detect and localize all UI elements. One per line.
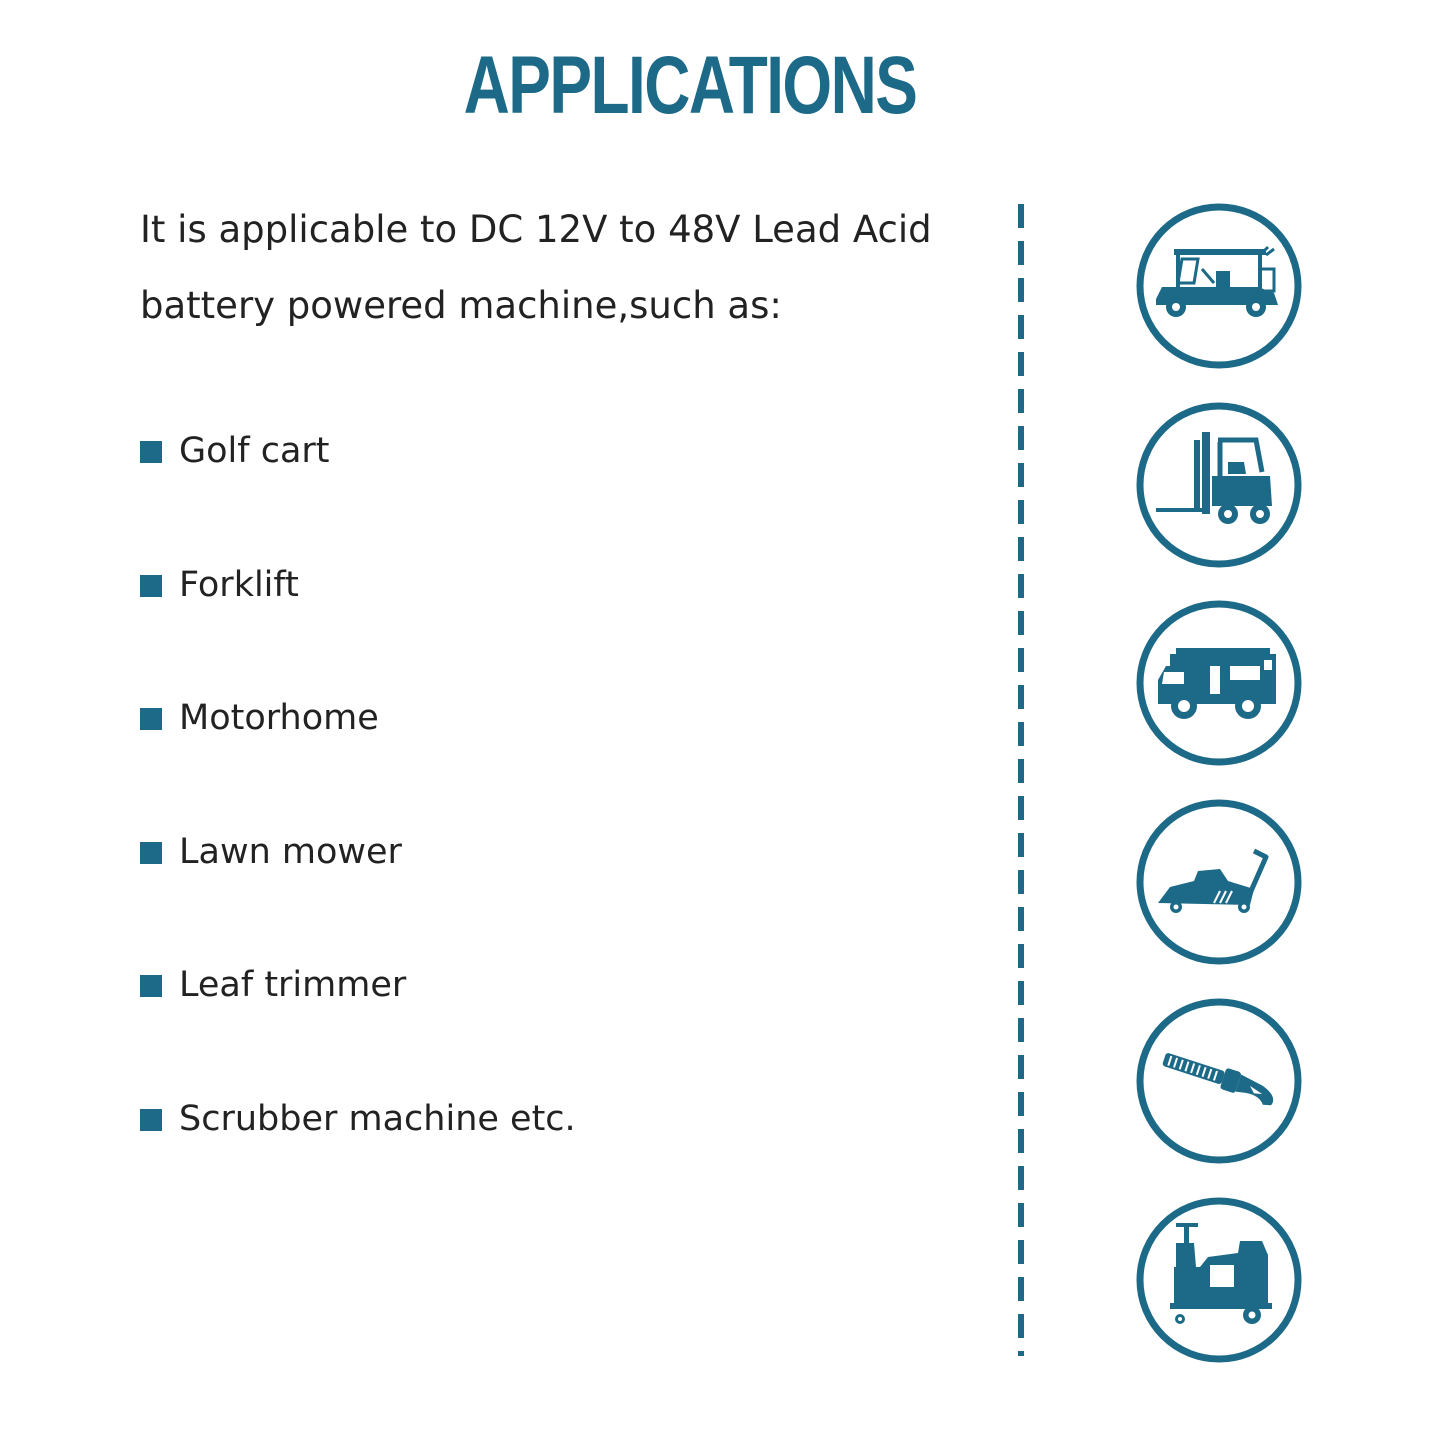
dashed-divider xyxy=(1017,204,1025,1356)
list-item-label: Forklift xyxy=(179,564,299,605)
intro-line-2: battery powered machine,such as: xyxy=(140,284,782,327)
forklift-icon xyxy=(1136,402,1302,568)
bullet-square xyxy=(140,842,162,864)
bullet-square xyxy=(140,1109,162,1131)
motorhome-icon xyxy=(1136,600,1302,766)
bullet-square xyxy=(140,975,162,997)
intro-line-1: It is applicable to DC 12V to 48V Lead Acid xyxy=(140,208,932,251)
list-item-lawn-mower xyxy=(140,816,940,950)
list-item-label: Leaf trimmer xyxy=(179,965,407,1006)
lawn-mower-icon xyxy=(1136,799,1302,965)
list-item-scrubber-machine xyxy=(140,1083,940,1217)
list-item-motorhome xyxy=(140,682,940,816)
page-title: APPLICATIONS xyxy=(463,40,917,131)
list-item-label: Golf cart xyxy=(179,431,330,471)
bullet-square xyxy=(140,708,162,730)
list-item-label: Lawn mower xyxy=(179,831,402,872)
list-item-leaf-trimmer xyxy=(140,949,940,1083)
list-item-golf-cart xyxy=(140,415,940,549)
scrubber-machine-icon xyxy=(1136,1197,1302,1363)
leaf-trimmer-icon xyxy=(1136,998,1302,1164)
application-list xyxy=(140,415,940,1217)
golf-cart-icon xyxy=(1136,203,1302,369)
intro-text xyxy=(140,192,1000,344)
list-item-label: Motorhome xyxy=(179,698,379,739)
bullet-square xyxy=(140,441,162,463)
bullet-square xyxy=(140,575,162,597)
list-item-forklift xyxy=(140,549,940,683)
list-item-label: Scrubber machine etc. xyxy=(179,1098,576,1139)
